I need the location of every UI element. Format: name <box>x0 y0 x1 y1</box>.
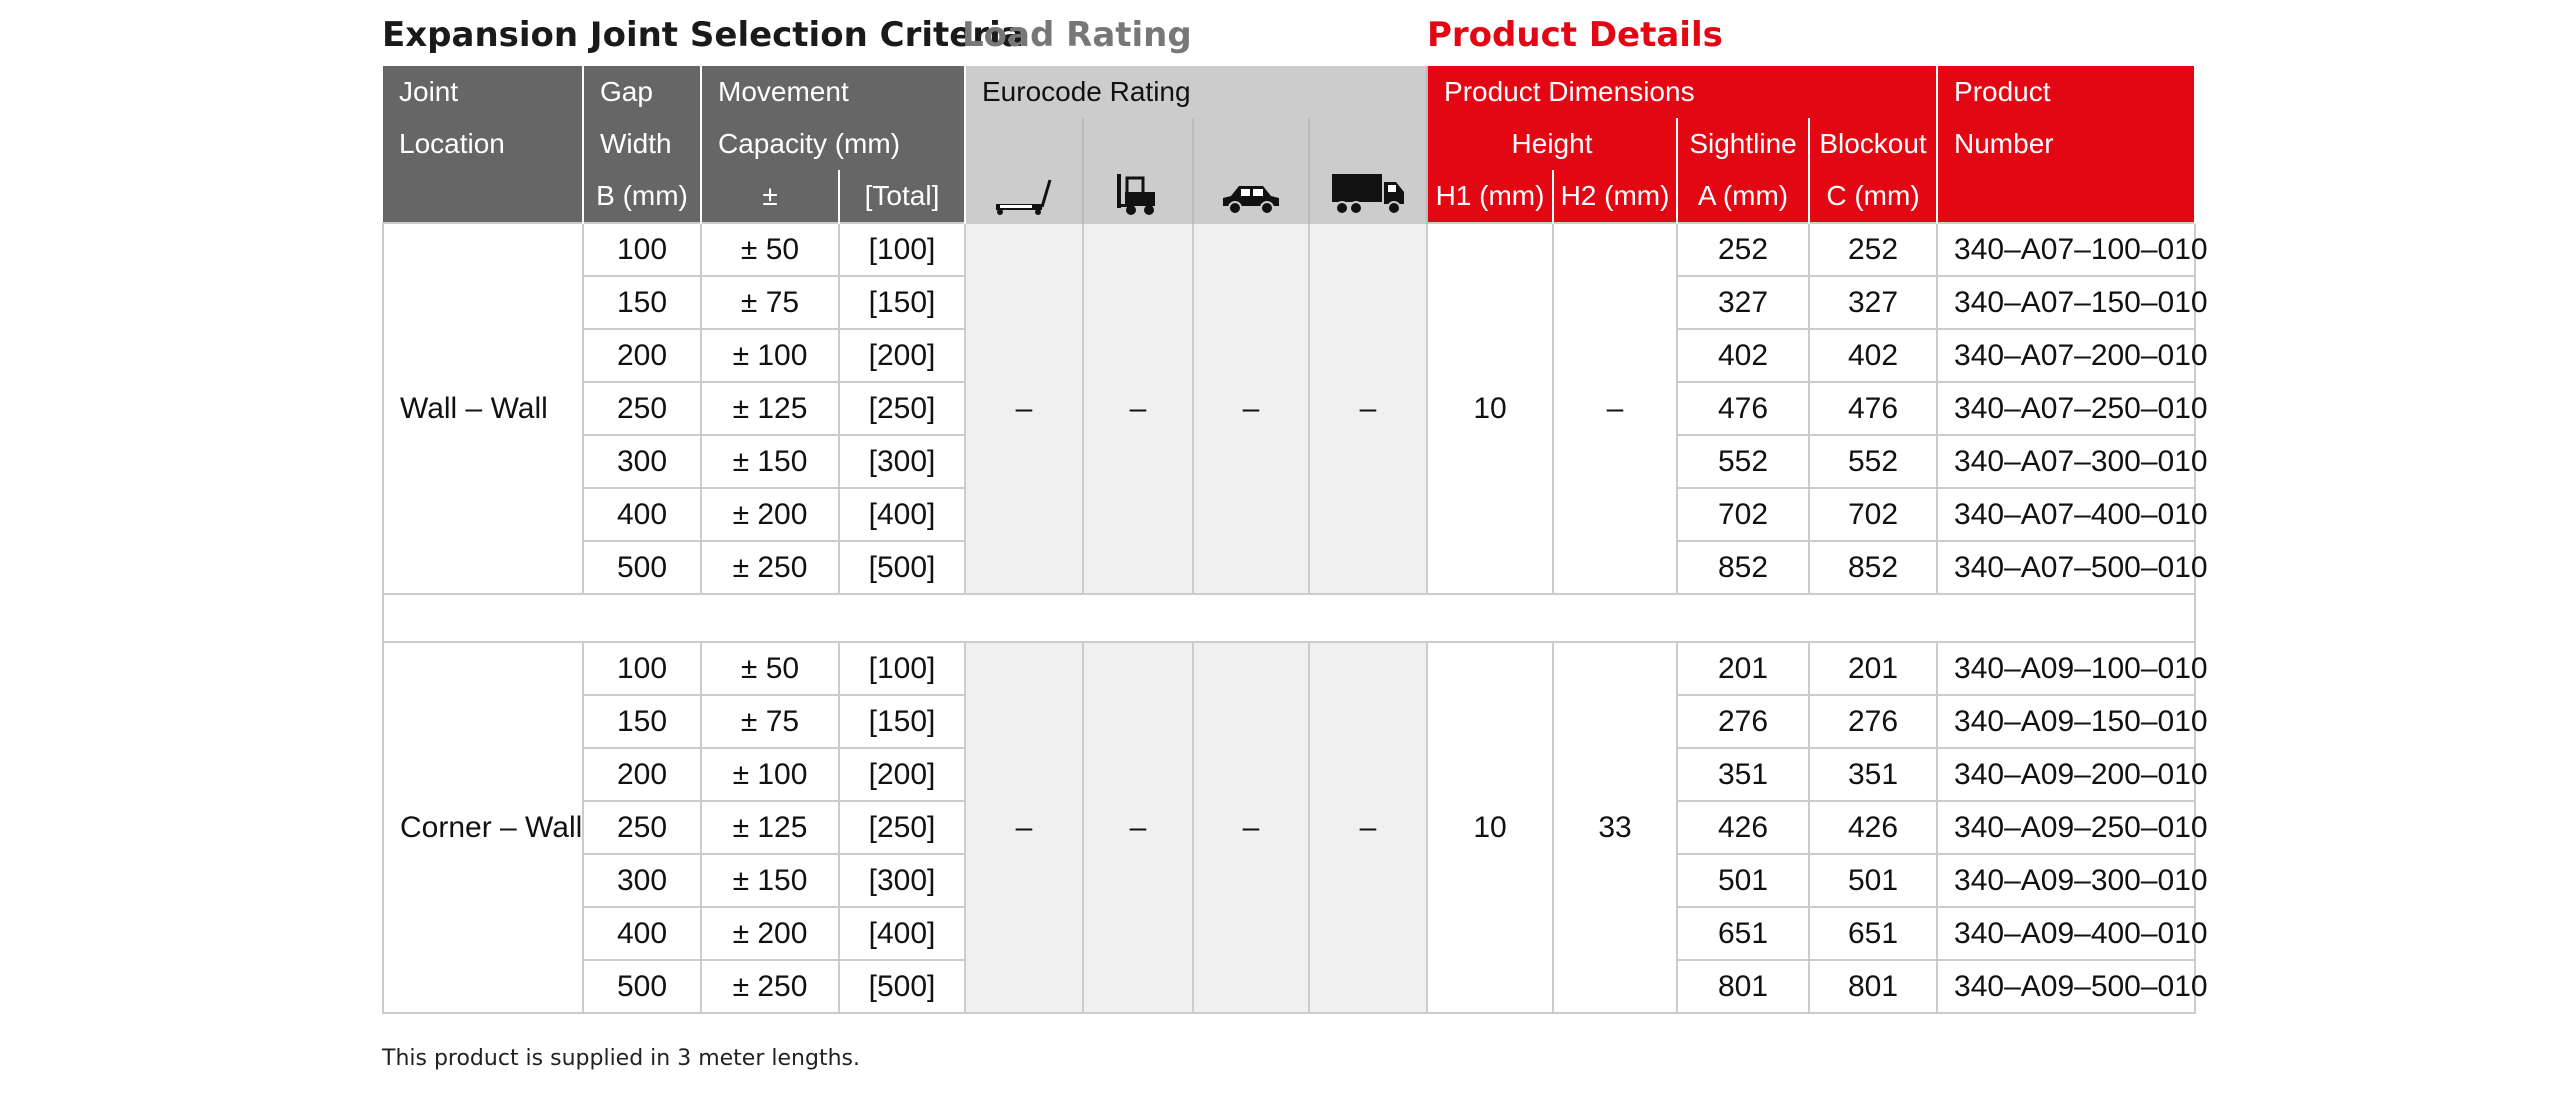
gap-width-cell: 150 <box>583 276 701 329</box>
movement-pm-cell: ± 75 <box>701 695 839 748</box>
blockout-cell: 852 <box>1809 541 1937 594</box>
movement-pm-cell: ± 250 <box>701 541 839 594</box>
movement-pm-cell: ± 125 <box>701 382 839 435</box>
movement-pm-cell: ± 200 <box>701 488 839 541</box>
movement-total-cell: [300] <box>839 435 965 488</box>
car-icon <box>1219 180 1283 216</box>
product-number-cell: 340–A09–150–010 <box>1937 695 2195 748</box>
product-number-cell: 340–A07–300–010 <box>1937 435 2195 488</box>
product-number-cell: 340–A07–500–010 <box>1937 541 2195 594</box>
header-capacity: Capacity (mm) <box>701 118 965 170</box>
movement-total-cell: [300] <box>839 854 965 907</box>
header-gap: Gap <box>583 66 701 118</box>
movement-total-cell: [100] <box>839 642 965 695</box>
movement-total-cell: [250] <box>839 382 965 435</box>
header-total: [Total] <box>839 170 965 223</box>
movement-pm-cell: ± 200 <box>701 907 839 960</box>
expansion-joint-table <box>382 66 2208 1014</box>
movement-pm-cell: ± 250 <box>701 960 839 1013</box>
header-sightline: Sightline <box>1677 118 1809 170</box>
product-number-cell: 340–A09–500–010 <box>1937 960 2195 1013</box>
blockout-cell: 252 <box>1809 223 1937 276</box>
movement-total-cell: [400] <box>839 488 965 541</box>
movement-total-cell: [150] <box>839 276 965 329</box>
sightline-cell: 327 <box>1677 276 1809 329</box>
blockout-cell: 426 <box>1809 801 1937 854</box>
load-icon-forklift <box>1083 118 1193 223</box>
spacer-cell <box>383 594 2195 642</box>
load-rating-cell: – <box>1309 642 1427 1013</box>
blockout-cell: 552 <box>1809 435 1937 488</box>
movement-pm-cell: ± 100 <box>701 329 839 382</box>
movement-pm-cell: ± 150 <box>701 854 839 907</box>
sightline-cell: 552 <box>1677 435 1809 488</box>
gap-width-cell: 100 <box>583 642 701 695</box>
blockout-cell: 801 <box>1809 960 1937 1013</box>
gap-width-cell: 250 <box>583 382 701 435</box>
sightline-cell: 402 <box>1677 329 1809 382</box>
blockout-cell: 702 <box>1809 488 1937 541</box>
movement-total-cell: [500] <box>839 541 965 594</box>
sightline-cell: 426 <box>1677 801 1809 854</box>
header-height: Height <box>1427 118 1677 170</box>
header-b-mm: B (mm) <box>583 170 701 223</box>
load-rating-cell: – <box>965 642 1083 1013</box>
product-number-cell: 340–A09–200–010 <box>1937 748 2195 801</box>
movement-total-cell: [150] <box>839 695 965 748</box>
joint-location-cell: Corner – Wall <box>383 642 583 1013</box>
movement-total-cell: [500] <box>839 960 965 1013</box>
header-a-mm: A (mm) <box>1677 170 1809 223</box>
header-number-blank <box>1937 170 2195 223</box>
product-number-cell: 340–A07–150–010 <box>1937 276 2195 329</box>
blockout-cell: 327 <box>1809 276 1937 329</box>
product-number-cell: 340–A07–250–010 <box>1937 382 2195 435</box>
pallet-truck-icon <box>994 174 1054 216</box>
gap-width-cell: 300 <box>583 435 701 488</box>
movement-pm-cell: ± 75 <box>701 276 839 329</box>
header-plusminus: ± <box>701 170 839 223</box>
blockout-cell: 201 <box>1809 642 1937 695</box>
sightline-cell: 501 <box>1677 854 1809 907</box>
product-number-cell: 340–A07–400–010 <box>1937 488 2195 541</box>
sightline-cell: 201 <box>1677 642 1809 695</box>
header-blockout: Blockout <box>1809 118 1937 170</box>
product-number-cell: 340–A09–300–010 <box>1937 854 2195 907</box>
sightline-cell: 351 <box>1677 748 1809 801</box>
sightline-cell: 276 <box>1677 695 1809 748</box>
movement-total-cell: [250] <box>839 801 965 854</box>
blockout-cell: 402 <box>1809 329 1937 382</box>
height-h1-cell: 10 <box>1427 223 1553 594</box>
header-width: Width <box>583 118 701 170</box>
load-rating-cell: – <box>1083 642 1193 1013</box>
table-row <box>383 223 2195 276</box>
load-rating-cell: – <box>1309 223 1427 594</box>
joint-location-cell: Wall – Wall <box>383 223 583 594</box>
sightline-cell: 852 <box>1677 541 1809 594</box>
load-rating-cell: – <box>1193 223 1309 594</box>
gap-width-cell: 100 <box>583 223 701 276</box>
product-number-cell: 340–A09–100–010 <box>1937 642 2195 695</box>
truck-icon <box>1330 172 1406 216</box>
sightline-cell: 702 <box>1677 488 1809 541</box>
header-movement: Movement <box>701 66 965 118</box>
header-h1: H1 (mm) <box>1427 170 1553 223</box>
blockout-cell: 351 <box>1809 748 1937 801</box>
header-product-dimensions: Product Dimensions <box>1427 66 1937 118</box>
selection-criteria-title: Expansion Joint Selection Criteria <box>382 15 1024 55</box>
movement-pm-cell: ± 100 <box>701 748 839 801</box>
gap-width-cell: 400 <box>583 907 701 960</box>
movement-total-cell: [200] <box>839 748 965 801</box>
movement-total-cell: [200] <box>839 329 965 382</box>
forklift-icon <box>1115 172 1161 216</box>
product-number-cell: 340–A09–250–010 <box>1937 801 2195 854</box>
movement-total-cell: [100] <box>839 223 965 276</box>
load-icon-pallet-truck <box>965 118 1083 223</box>
header-product: Product <box>1937 66 2195 118</box>
header-c-mm: C (mm) <box>1809 170 1937 223</box>
blockout-cell: 501 <box>1809 854 1937 907</box>
load-rating-title: Load Rating <box>962 15 1192 55</box>
gap-width-cell: 500 <box>583 541 701 594</box>
product-number-cell: 340–A09–400–010 <box>1937 907 2195 960</box>
gap-width-cell: 200 <box>583 329 701 382</box>
sightline-cell: 801 <box>1677 960 1809 1013</box>
movement-pm-cell: ± 50 <box>701 223 839 276</box>
load-icon-truck <box>1309 118 1427 223</box>
gap-width-cell: 400 <box>583 488 701 541</box>
load-rating-cell: – <box>965 223 1083 594</box>
height-h2-cell: 33 <box>1553 642 1677 1013</box>
movement-pm-cell: ± 125 <box>701 801 839 854</box>
blockout-cell: 651 <box>1809 907 1937 960</box>
movement-pm-cell: ± 150 <box>701 435 839 488</box>
product-number-cell: 340–A07–100–010 <box>1937 223 2195 276</box>
height-h1-cell: 10 <box>1427 642 1553 1013</box>
gap-width-cell: 250 <box>583 801 701 854</box>
header-h2: H2 (mm) <box>1553 170 1677 223</box>
blockout-cell: 276 <box>1809 695 1937 748</box>
load-icon-car <box>1193 118 1309 223</box>
gap-width-cell: 150 <box>583 695 701 748</box>
product-details-title: Product Details <box>1427 15 1723 55</box>
blockout-cell: 476 <box>1809 382 1937 435</box>
gap-width-cell: 500 <box>583 960 701 1013</box>
header-eurocode-rating: Eurocode Rating <box>965 66 1427 118</box>
product-number-cell: 340–A07–200–010 <box>1937 329 2195 382</box>
movement-total-cell: [400] <box>839 907 965 960</box>
load-rating-cell: – <box>1083 223 1193 594</box>
height-h2-cell: – <box>1553 223 1677 594</box>
movement-pm-cell: ± 50 <box>701 642 839 695</box>
header-location: Location <box>383 118 583 170</box>
sightline-cell: 476 <box>1677 382 1809 435</box>
header-location-blank <box>383 170 583 223</box>
gap-width-cell: 200 <box>583 748 701 801</box>
table-row <box>383 642 2195 695</box>
header-joint: Joint <box>383 66 583 118</box>
group-spacer-row <box>383 594 2195 642</box>
footnote: This product is supplied in 3 meter lengths. <box>382 1046 860 1071</box>
sightline-cell: 651 <box>1677 907 1809 960</box>
sightline-cell: 252 <box>1677 223 1809 276</box>
load-rating-cell: – <box>1193 642 1309 1013</box>
header-number: Number <box>1937 118 2195 170</box>
gap-width-cell: 300 <box>583 854 701 907</box>
